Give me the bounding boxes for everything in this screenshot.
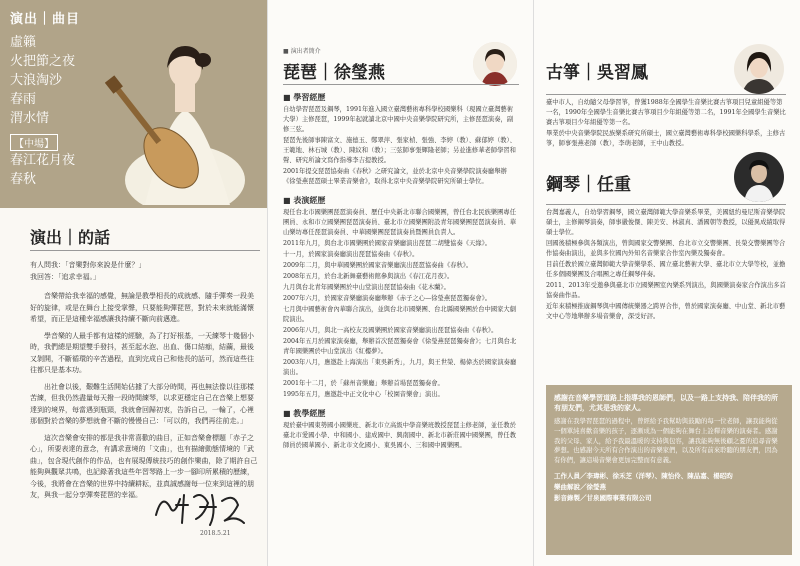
intermission-label: 【中場】 [10,134,58,151]
paragraph: 2009年二月，與中華國樂團於國家音樂廳演出琵琶協奏曲《春秋》。 [283,262,473,269]
portrait-image [734,152,784,202]
acknowledgement-heading: 感謝在音樂學習道路上指導我的恩師們，以及一路上支持我、陪伴我的所有朋友們，尤其是我的家人。 [554,393,778,412]
paragraph: 回國後積極參與各類演出，曾與國家交響樂團、台北市立交響樂團、長榮交響樂團等合作協奏曲演出，並與多位國內外知名音樂家合作室內樂及獨奏會。 [546,240,786,257]
paragraph: 十一月，於國家演奏廳演出琵琶協奏曲《春秋》。 [283,251,419,258]
program-item: 火把節之夜 [10,54,76,69]
program-item: 虛籟 [10,35,37,50]
paragraph: 2011年九月，與台北市國樂團於國家音樂廳演出琵琶二胡雙協奏《天緣》。 [283,240,492,247]
paragraph: 近年來積極推廣鋼琴與中國傳統樂器之跨界合作，曾於國家演奏廳、中山堂、新北市藝文中心等地舉辦多場音樂會，深受好評。 [546,303,786,320]
credits-staff: 工作人員／李瑋彬、徐禾芝（洋琴）、陳怡伶、陳品嘉、楊昭昀 [554,471,733,480]
paragraph: 畢業於中央音樂學院民族樂系研究所碩士，國立臺灣藝術專科學校國樂科學系，主修古箏，師事張燕老師（教），李萌老師，王中山教授。 [546,130,786,147]
exp-heading: ■ 表演經歷 [283,195,326,205]
divider [283,84,519,85]
performer-name-piano: 鋼琴｜任重 [546,175,631,195]
paragraph: 七月與中國藝術會內華聯合演出，並與台北市國樂團、台北縣國樂團於台中國家大劇院演出。 [283,306,516,323]
divider [546,204,786,205]
program-item: 春秋 [10,172,37,187]
paragraph: 九月與台北青年國樂團於中山堂演出琵琶協奏曲《花木蘭》。 [283,284,450,291]
quote-line: 有人問我：「音樂對你來說是什麼？」 [30,261,146,269]
divider [30,250,260,251]
acknowledgement-body: 感謝在我學習琵琶的過程中，曾經給予我幫助與鼓勵的每一位老師，讓我能夠從一個單純喜歡音樂的孩子，逐漸成為一個能夠在舞台上詮釋音樂的演奏者。感謝我的父母、家人，給予我最溫暖的支持與包容，讓我能夠無後顧之憂的追尋音樂夢想。也感謝今天所有合作演出的音樂家們，以及所有前來聆聽的朋友們，因為有你們，讓這場音樂會更加完整而有意義。 [554,417,778,465]
paragraph: 2008年五月，於台北新舞臺藝術館參與演出《春江花月夜》。 [283,273,454,280]
middle-panel [268,0,534,566]
performer-portrait [473,42,517,86]
paragraph: 2004年五月於國家演奏廳，舉辦首次琵琶獨奏會《徐瑩燕琵琶獨奏會》；七月與台北青年國樂團於中山堂演出《紅樓夢》。 [283,338,517,355]
teach-heading: ■ 教學經歷 [283,408,326,418]
paragraph: 2001年提交琵琶協奏曲《春秋》之研究論文，並於北京中央音樂學院演奏廳舉辦《徐瑩燕琵琶碩士畢業音樂會》，取得北京中央音樂學院研究所碩士學位。 [283,168,507,185]
program-item: 渭水情 [10,111,50,126]
edu-heading: ■ 學習經歷 [283,92,326,102]
portrait-image [473,42,517,86]
paragraph: 目前任教於國立臺灣師範大學音樂學系、國立臺北藝術大學、臺北市立大學等校，並擔任多個國樂團及合唱團之專任鋼琴伴奏。 [546,261,786,278]
paragraph: 出社會以後，艱難生活開始佔據了大部分時間，再也無法像以往那樣苦練，但我仍然盡量每天撥一段時間練琴，以求更穩定自己在音樂上想要達到的境界，每當遇到瓶頸，我就會回歸初衷，告訴自己，一輪了，心裡那個對於音樂的夢想就會不斷的慢慢自己：「可以的，我們再往前走。」 [30,382,254,425]
program-item: 春雨 [10,92,37,107]
paragraph: 2003年八月，應邀赴上海演出「東吳新秀」，九月，與王世榮、楊偉杰於國家演奏廳演出。 [283,359,517,376]
handwritten-signature [150,485,250,530]
performer-portrait [734,152,784,202]
signature-date: 2018.5.21 [200,530,231,537]
paragraph: 2007年六月，於國家音樂廳演奏廳舉辦《赤子之心—徐瑩燕琵琶獨奏會》。 [283,295,492,302]
piano-bio [546,208,786,323]
paragraph: 音樂帶給我幸福的感覺，無論是教學相長的成就感、隨手彈奏一段美好的旋律，或是在舞台上接受掌聲，只要能夠彈琵琶，對於未來就能滿懷希望，而正是這種幸福感讓我持續不斷向前邁進。 [30,292,254,323]
left-panel [0,0,268,566]
program-heading: 演出｜曲目 [10,12,81,27]
quote-line: 我回答：「追求幸福。」 [30,272,100,281]
divider [546,94,786,95]
paragraph: 現於臺中國東勢國小國樂班、新北市立高級中學音樂班教授琵琶主修老師，並任教於臺北市愛國小學、中和國小、建成國中、興南國中、新北市新莊國中國樂團，曾任教師員於國華國小、新北市文化國小、東吳國小、三和國中國樂團。 [283,422,516,449]
paragraph: 1995年五月，應邀赴中正文化中心「校園音樂會」演出。 [283,391,444,398]
paragraph: 2006年八月，與北一高校友及國樂團於國家音樂廳演出琵琶協奏曲《春秋》。 [283,327,498,334]
pipa-bio [283,86,519,452]
section-tag: ■ 演出者簡介 [283,48,321,55]
paragraph: 自幼學習琵琶及鋼琴，1991年進入國立臺灣藝術專科學校國樂科（現國立臺灣藝術大學）主修琵琶，1999年起就讀北京中國中央音樂學院研究所，主修琵琶演奏，副修三弦。 [283,106,514,133]
section-title-words: 演出｜的話 [30,228,111,247]
paragraph: 琵琶先後師事陳富文、施德玉、鄭翠萍、張家楨、張強、李婷（教）、蘇郁婷（教）、王範地、林石城（教）、陳紋和（教）；三弦師事張輝隆老師；另並進修華老師學習和聲、研究所論文寫作指導李吉提教授。 [283,137,516,164]
acknowledgement-box [546,385,792,555]
paragraph: 學音樂的人最手都有這樣的經驗，為了打好根基，一天練琴十幾個小時，我們總是期望雙手發抖，甚至起水泡、出血、傷口結痂，結繭，最後又剝開，不斷循環的辛苦過程，直到完成自己和他長的話可，然而這些往往都只是基本功。 [30,331,254,374]
paragraph: 台灣嘉義人，自幼學習鋼琴，國立臺灣師範大學音樂系畢業，美國紐約曼尼斯音樂學院碩士，主修鋼琴演奏，師事嚴俊傑、陳美安、林淑真、潘國朝等教授，以優異成績取得碩士學位。 [546,209,786,236]
performer-photo [105,30,255,205]
program-item: 春江花月夜 [10,153,76,168]
paragraph: 現任台北市國樂團琵琶演奏員、歷任中央新北市聯合國樂團，曾任台北民族樂團專任團員、永和市立國樂團琵琶演奏員、臺北市立國樂團附設青年國樂團琵琶演奏員、華山樂坊專任琵琶演奏員、中華國樂團琵琶演奏員暨團員負責人。 [283,209,516,236]
credits-notes: 樂曲解說／徐瑩燕 [554,482,606,491]
paragraph: 這次音樂會安排的都是我非常喜歡的曲目，正如音樂會標題「赤子之心」，所要表達的意念，有講求意境的「文曲」，也有描繪動態情境的「武曲」，包含現代創作的作品，也有展現傳統技巧的創作樂曲，除了期許自己能夠與觀眾共鳴，也記錄著我這些年習琴路上一步一腳印所累積的歷練，今後，我將會在音樂的世界中持續耕耘，並真誠感謝每一位來到這裡的朋友，與我一起分享彈奏琵琶的幸福。 [30,433,258,499]
paragraph: 2001年十二月，於「蘇州音樂廳」舉辦首場琵琶獨奏會。 [283,380,444,387]
performer-name-guzheng: 古箏｜吳習鳳 [546,63,648,83]
performer-name-pipa: 琵琶｜徐瑩燕 [283,63,385,83]
credits-recording: 影音錄製／甘泉國際事業有限公司 [554,493,652,502]
guzheng-bio [546,98,786,150]
program-list [10,8,105,189]
paragraph: 臺中市人，自幼隨父母學習箏，曾獲1988年全國學生音樂比賽古箏項目兒童組優等第一名，1990年全國學生音樂比賽古箏項目少年組優等第二名，1991年全國學生音樂比賽古箏項目少年組優等第一名。 [546,99,786,126]
performer-portrait [734,44,784,94]
words-body [30,260,260,507]
program-item: 大浪淘沙 [10,73,63,88]
portrait-image [734,44,784,94]
paragraph: 2011、2013年受邀參與臺北市立國樂團室內樂系列演出，與國樂演奏家合作演出多首協奏曲作品。 [546,282,786,299]
